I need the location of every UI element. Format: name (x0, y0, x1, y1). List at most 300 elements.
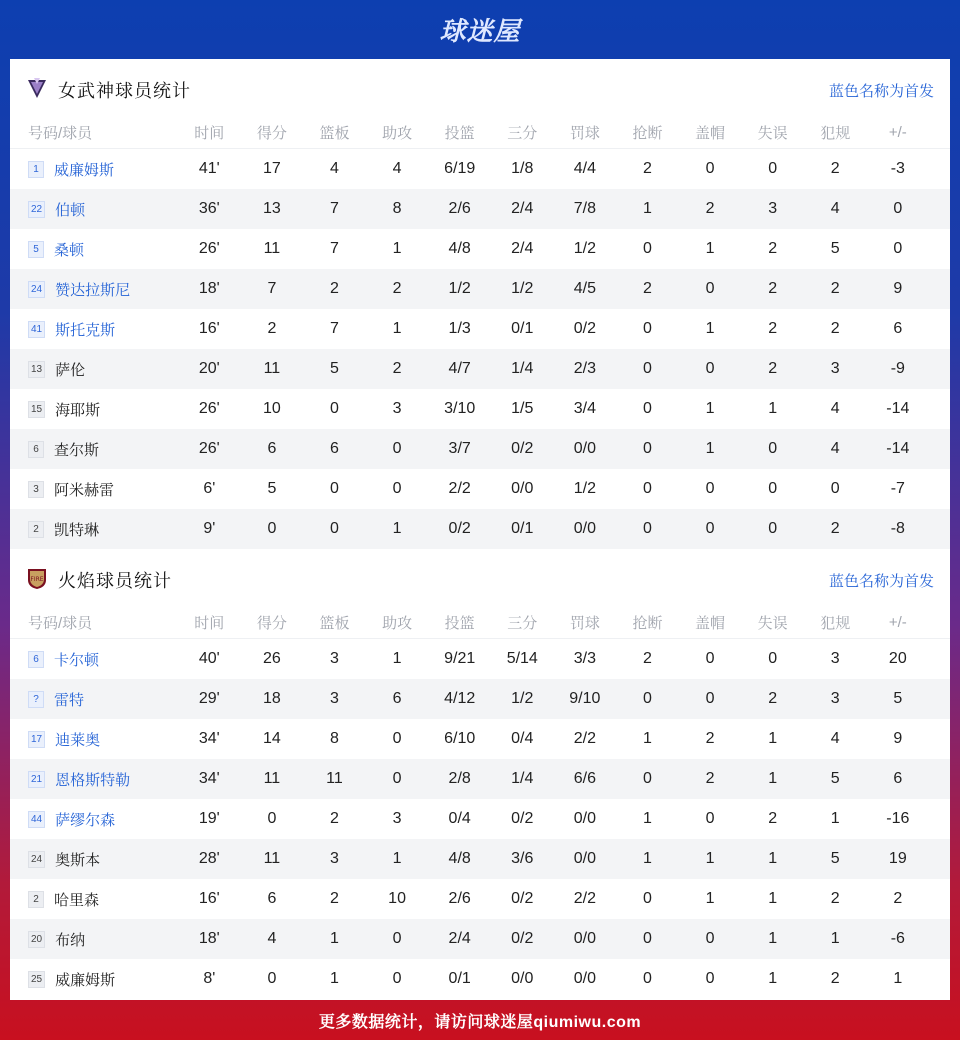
stat-cell: 2 (830, 160, 840, 177)
stat-cell: 20' (198, 360, 220, 377)
stat-cell: 4 (392, 160, 402, 177)
stat-cell: 0 (392, 770, 402, 787)
stat-cell: 0 (643, 930, 652, 947)
stat-cell: 5 (830, 770, 840, 787)
jersey-number: 13 (28, 361, 45, 378)
stat-cell: 3 (830, 690, 840, 707)
stat-cell: 0 (768, 480, 778, 497)
stat-cell: 29' (198, 690, 220, 707)
stat-cell: 16' (198, 890, 220, 907)
stat-cell: 1 (643, 730, 652, 747)
player-row (10, 959, 950, 999)
player-name[interactable]: 恩格斯特勒 (55, 771, 131, 789)
stat-cell: 1/8 (511, 160, 534, 177)
stat-cell: 0 (643, 440, 652, 457)
stat-cell: 1 (705, 400, 715, 417)
stat-cell: 0 (705, 690, 715, 707)
column-header: 三分 (507, 125, 538, 142)
player-name[interactable]: 桑顿 (54, 241, 85, 259)
column-header: 罚球 (569, 615, 600, 632)
stat-cell: 1 (893, 970, 903, 987)
stat-cell: 1 (330, 930, 339, 947)
stat-cell: 0/2 (448, 520, 471, 537)
stat-cell: 4/7 (448, 360, 471, 377)
stat-cell: 0 (643, 400, 652, 417)
stat-cell: 14 (262, 730, 281, 747)
team-header (10, 549, 950, 607)
stat-cell: 2/2 (573, 730, 596, 747)
stat-cell: 20 (888, 650, 907, 667)
player-name[interactable]: 卡尔顿 (54, 651, 100, 669)
stat-cell: 1/4 (511, 360, 534, 377)
stat-cell: 6 (893, 320, 903, 337)
stat-cell: 9 (893, 280, 903, 297)
stat-cell: 0/2 (511, 930, 534, 947)
stat-cell: 4/5 (573, 280, 596, 297)
stat-cell: 7 (267, 280, 277, 297)
stat-cell: 2 (392, 360, 402, 377)
stat-cell: 6/19 (444, 160, 476, 177)
column-header: +/- (888, 124, 907, 141)
stats-panel (10, 59, 950, 1000)
stat-cell: 1 (705, 850, 715, 867)
stat-cell: 4/8 (448, 240, 471, 257)
jersey-number: 20 (28, 931, 45, 948)
stat-cell: 1 (392, 650, 402, 667)
stat-cell: 18 (262, 690, 281, 707)
stat-cell: 2/6 (448, 200, 471, 217)
player-name[interactable]: 赞达拉斯尼 (55, 281, 131, 299)
player-row (10, 269, 950, 309)
player-name: 凯特琳 (54, 521, 100, 539)
player-row (10, 799, 950, 839)
stat-cell: 18' (198, 930, 220, 947)
player-row (10, 679, 950, 719)
stat-cell: 3 (392, 400, 402, 417)
player-row (10, 189, 950, 229)
player-row (10, 229, 950, 269)
stat-cell: 0 (392, 970, 402, 987)
column-header-row (10, 607, 950, 639)
fire-logo-icon (26, 566, 48, 590)
player-cell (10, 319, 178, 340)
stat-cell: 5 (330, 360, 339, 377)
player-row (10, 919, 950, 959)
player-row (10, 389, 950, 429)
column-header: 助攻 (382, 615, 413, 632)
stat-cell: 2 (643, 280, 652, 297)
stat-cell: 2 (643, 160, 652, 177)
stat-cell: 11 (263, 850, 281, 867)
stat-cell: 1 (392, 240, 402, 257)
column-header: 犯规 (820, 615, 851, 632)
stat-cell: 0 (768, 650, 778, 667)
player-cell (10, 969, 178, 990)
stat-cell: 2/6 (448, 890, 471, 907)
jersey-number: 24 (28, 851, 45, 868)
stat-cell: 0/4 (448, 810, 471, 827)
column-header: 抢断 (632, 615, 663, 632)
player-name[interactable]: 伯顿 (55, 201, 86, 219)
stat-cell: 26' (198, 240, 220, 257)
stat-cell: 3 (830, 650, 840, 667)
stat-cell: 1 (643, 200, 652, 217)
player-name: 威廉姆斯 (55, 971, 116, 989)
stat-cell: 4/12 (444, 690, 476, 707)
stat-cell: 41' (198, 160, 220, 177)
column-header: 盖帽 (695, 125, 726, 142)
stat-cell: 6 (893, 770, 903, 787)
stat-cell: 0/0 (573, 970, 596, 987)
stat-cell: 1/5 (511, 400, 534, 417)
stat-cell: 11 (263, 360, 281, 377)
stat-cell: 0/1 (511, 320, 534, 337)
stat-cell: 6 (267, 890, 277, 907)
stat-cell: 1 (768, 730, 778, 747)
column-header: 盖帽 (695, 615, 726, 632)
stat-cell: 9' (203, 520, 216, 537)
stat-cell: 0 (893, 240, 903, 257)
team-header (10, 59, 950, 117)
column-header: 失误 (757, 125, 788, 142)
stat-cell: 2/2 (573, 890, 596, 907)
stat-cell: 11 (326, 770, 343, 787)
player-name: 海耶斯 (55, 401, 101, 419)
stat-cell: 0 (392, 930, 402, 947)
stat-cell: 0/0 (573, 850, 596, 867)
stat-cell: 2 (768, 280, 778, 297)
stat-cell: 2 (830, 320, 840, 337)
column-header: 罚球 (569, 125, 600, 142)
team-section-valkyries (10, 59, 950, 549)
stat-cell: 4 (830, 440, 840, 457)
stat-cell: 2 (643, 650, 652, 667)
player-row (10, 839, 950, 879)
column-header: 时间 (194, 125, 225, 142)
player-name: 奥斯本 (55, 851, 101, 869)
team-section-fire (10, 549, 950, 999)
jersey-number: 44 (28, 811, 45, 828)
player-cell (10, 159, 178, 180)
stat-cell: 3/3 (573, 650, 596, 667)
stat-cell: 0/1 (511, 520, 534, 537)
stat-cell: 0/0 (573, 520, 596, 537)
column-header-row (10, 117, 950, 149)
player-row (10, 309, 950, 349)
stat-cell: 1/2 (448, 280, 471, 297)
jersey-number: 3 (28, 481, 44, 498)
stat-cell: 2 (830, 520, 840, 537)
column-header: 犯规 (820, 125, 851, 142)
stat-cell: 17 (262, 160, 281, 177)
stat-cell: 1 (768, 850, 778, 867)
stat-cell: 0 (392, 480, 402, 497)
stat-cell: 1/2 (573, 240, 596, 257)
team-title: 火焰球员统计 (58, 571, 172, 591)
player-name[interactable]: 威廉姆斯 (54, 161, 115, 179)
player-cell (10, 479, 178, 500)
player-name[interactable]: 萨缪尔森 (55, 811, 116, 829)
column-header: 篮板 (319, 125, 350, 142)
jersey-number: 2 (28, 891, 44, 908)
stat-cell: 2 (893, 890, 903, 907)
stat-cell: 1/2 (573, 480, 596, 497)
player-cell (10, 279, 178, 300)
stat-cell: -9 (890, 360, 905, 377)
jersey-number: 25 (28, 971, 45, 988)
stat-cell: 0 (705, 930, 715, 947)
player-name: 哈里森 (54, 891, 100, 909)
stat-cell: 2/2 (448, 480, 471, 497)
stat-cell: 0 (643, 360, 652, 377)
stat-cell: 4/4 (573, 160, 596, 177)
player-name[interactable]: 雷特 (54, 691, 85, 709)
stat-cell: -16 (886, 810, 910, 827)
stat-cell: 0 (267, 970, 277, 987)
stat-cell: 0/2 (573, 320, 596, 337)
stat-cell: -8 (890, 520, 905, 537)
footer-banner (0, 1000, 960, 1040)
stat-cell: 0 (893, 200, 903, 217)
stat-cell: 0/2 (511, 890, 534, 907)
stat-cell: 1 (643, 810, 652, 827)
stat-cell: 1 (330, 970, 339, 987)
player-name: 萨伦 (55, 361, 86, 379)
jersey-number: 17 (28, 731, 45, 748)
player-row (10, 719, 950, 759)
column-header: 助攻 (382, 125, 413, 142)
stat-cell: 3 (330, 850, 339, 867)
stat-cell: -3 (890, 160, 905, 177)
stat-cell: 0 (330, 400, 339, 417)
player-row (10, 149, 950, 189)
player-cell (10, 929, 178, 950)
stat-cell: 0/0 (573, 440, 596, 457)
stat-cell: 2 (768, 810, 778, 827)
stat-cell: 0 (392, 440, 402, 457)
stat-cell: 3/10 (444, 400, 476, 417)
stat-cell: 1 (768, 770, 778, 787)
stat-cell: 4 (330, 160, 339, 177)
column-header: 投篮 (444, 125, 475, 142)
stat-cell: 26' (198, 400, 220, 417)
stat-cell: 0 (705, 480, 715, 497)
column-header: 失误 (757, 615, 788, 632)
stat-cell: 0 (330, 480, 339, 497)
stat-cell: 2 (705, 200, 715, 217)
stat-cell: 10 (388, 890, 406, 907)
stat-cell: 1/3 (448, 320, 471, 337)
stat-cell: -14 (886, 440, 910, 457)
stat-cell: 0/2 (511, 810, 534, 827)
stat-cell: 0 (267, 520, 277, 537)
stat-cell: 0 (643, 320, 652, 337)
stat-cell: 2 (705, 770, 715, 787)
stat-cell: 4/8 (448, 850, 471, 867)
stat-cell: 0 (392, 730, 402, 747)
player-cell (10, 689, 178, 710)
stat-cell: 1 (830, 810, 840, 827)
stat-cell: 1 (643, 850, 652, 867)
stat-cell: 3/6 (511, 850, 534, 867)
player-cell (10, 769, 178, 790)
stat-cell: 1 (705, 440, 715, 457)
stat-cell: 1 (705, 240, 715, 257)
stat-cell: 13 (262, 200, 281, 217)
column-header: 号码/球员 (28, 125, 93, 142)
column-header: +/- (888, 614, 907, 631)
player-row (10, 429, 950, 469)
stat-cell: 0 (705, 280, 715, 297)
stat-cell: 19' (198, 810, 220, 827)
player-cell (10, 359, 178, 380)
column-header: 时间 (194, 615, 225, 632)
stat-cell: 34' (198, 770, 220, 787)
column-header: 号码/球员 (28, 615, 93, 632)
stat-cell: 1 (392, 520, 402, 537)
stat-cell: 2 (830, 280, 840, 297)
player-cell (10, 649, 178, 670)
stat-cell: 1 (830, 930, 840, 947)
stat-cell: 2/8 (448, 770, 471, 787)
player-row (10, 469, 950, 509)
stat-cell: 2/4 (511, 240, 534, 257)
stat-cell: 6 (392, 690, 402, 707)
stat-cell: 0 (643, 520, 652, 537)
stat-cell: 0 (705, 360, 715, 377)
stat-cell: 1 (768, 970, 778, 987)
stat-cell: 1 (768, 890, 778, 907)
stat-cell: 10 (262, 400, 281, 417)
player-name: 布纳 (55, 931, 86, 949)
team-title: 女武神球员统计 (58, 81, 191, 101)
stat-cell: 18' (198, 280, 220, 297)
stat-cell: 3 (768, 200, 778, 217)
stat-cell: 2 (392, 280, 402, 297)
stat-cell: 2 (330, 890, 339, 907)
stat-cell: 26' (198, 440, 220, 457)
stat-cell: 9 (893, 730, 903, 747)
stat-cell: 26 (262, 650, 281, 667)
stat-cell: 6' (203, 480, 216, 497)
stat-cell: -7 (890, 480, 905, 497)
stat-cell: 11 (263, 770, 281, 787)
stat-cell: 1/2 (511, 280, 534, 297)
stat-cell: 11 (263, 240, 281, 257)
stat-cell: 40' (198, 650, 220, 667)
stat-cell: 2 (830, 890, 840, 907)
jersey-number: 5 (28, 241, 44, 258)
stat-cell: 4 (830, 200, 840, 217)
stat-cell: 2 (267, 320, 277, 337)
stat-cell: -14 (886, 400, 910, 417)
jersey-number: 21 (28, 771, 45, 788)
stat-cell: 3/7 (448, 440, 471, 457)
player-name: 阿米赫雷 (54, 481, 115, 499)
stat-cell: 9/10 (569, 690, 601, 707)
player-cell (10, 519, 178, 540)
stat-cell: 5 (267, 480, 277, 497)
stat-cell: 4 (267, 930, 277, 947)
stat-cell: 0 (768, 520, 778, 537)
stat-cell: 0 (643, 240, 652, 257)
column-header: 投篮 (444, 615, 475, 632)
stat-cell: 2/4 (511, 200, 534, 217)
stat-cell: 1 (768, 930, 778, 947)
stat-cell: 7/8 (573, 200, 596, 217)
stat-cell: 0/0 (511, 480, 534, 497)
player-cell (10, 729, 178, 750)
column-header: 抢断 (632, 125, 663, 142)
stat-cell: 1/2 (511, 690, 534, 707)
player-row (10, 509, 950, 549)
stat-cell: 0 (330, 520, 339, 537)
player-cell (10, 239, 178, 260)
valkyries-logo-icon (26, 76, 48, 100)
stat-cell: 0 (768, 440, 778, 457)
stat-cell: 4 (830, 730, 840, 747)
stat-cell: 6 (330, 440, 339, 457)
footer-text: 更多数据统计，请访问球迷屋qiumiwu.com (318, 1013, 642, 1031)
jersey-number: 6 (28, 441, 44, 458)
stat-cell: 1 (768, 400, 778, 417)
stat-cell: 6/6 (573, 770, 596, 787)
stat-cell: 0 (267, 810, 277, 827)
player-row (10, 349, 950, 389)
stat-cell: 0/1 (448, 970, 471, 987)
starter-note: 蓝色名称为首发 (828, 573, 934, 590)
column-header: 得分 (256, 125, 287, 142)
jersey-number: 41 (28, 321, 45, 338)
stat-cell: 0 (768, 160, 778, 177)
stat-cell: 0 (705, 650, 715, 667)
stat-cell: 3/4 (573, 400, 596, 417)
stat-cell: 0/2 (511, 440, 534, 457)
column-header: 得分 (256, 615, 287, 632)
stat-cell: 5/14 (506, 650, 538, 667)
stat-cell: 0/0 (573, 810, 596, 827)
brand-logo-text: 球迷屋 (439, 15, 521, 46)
stat-cell: 1 (705, 320, 715, 337)
stat-cell: 0/0 (573, 930, 596, 947)
svg-text:FIRE: FIRE (30, 576, 44, 583)
stat-cell: 3 (330, 650, 339, 667)
jersey-number: 2 (28, 521, 44, 538)
stat-cell: 2 (768, 360, 778, 377)
stat-cell: 8 (330, 730, 339, 747)
stat-cell: 2 (705, 730, 715, 747)
player-name[interactable]: 迪莱奥 (55, 731, 101, 749)
jersey-number: 24 (28, 281, 45, 298)
player-row (10, 759, 950, 799)
jersey-number: 22 (28, 201, 45, 218)
player-name[interactable]: 斯托克斯 (55, 321, 116, 339)
stat-cell: 0 (643, 890, 652, 907)
stat-cell: 0 (705, 520, 715, 537)
stat-cell: 3 (392, 810, 402, 827)
stat-cell: 0 (705, 810, 715, 827)
stat-cell: 2/3 (573, 360, 596, 377)
brand-logo (0, 0, 960, 58)
jersey-number: 1 (28, 161, 44, 178)
starter-note: 蓝色名称为首发 (828, 83, 934, 100)
stat-cell: 3 (830, 360, 840, 377)
player-row (10, 639, 950, 679)
stat-cell: 6 (267, 440, 277, 457)
player-name: 查尔斯 (54, 441, 100, 459)
stat-cell: 0 (643, 770, 652, 787)
stat-cell: 8 (392, 200, 402, 217)
